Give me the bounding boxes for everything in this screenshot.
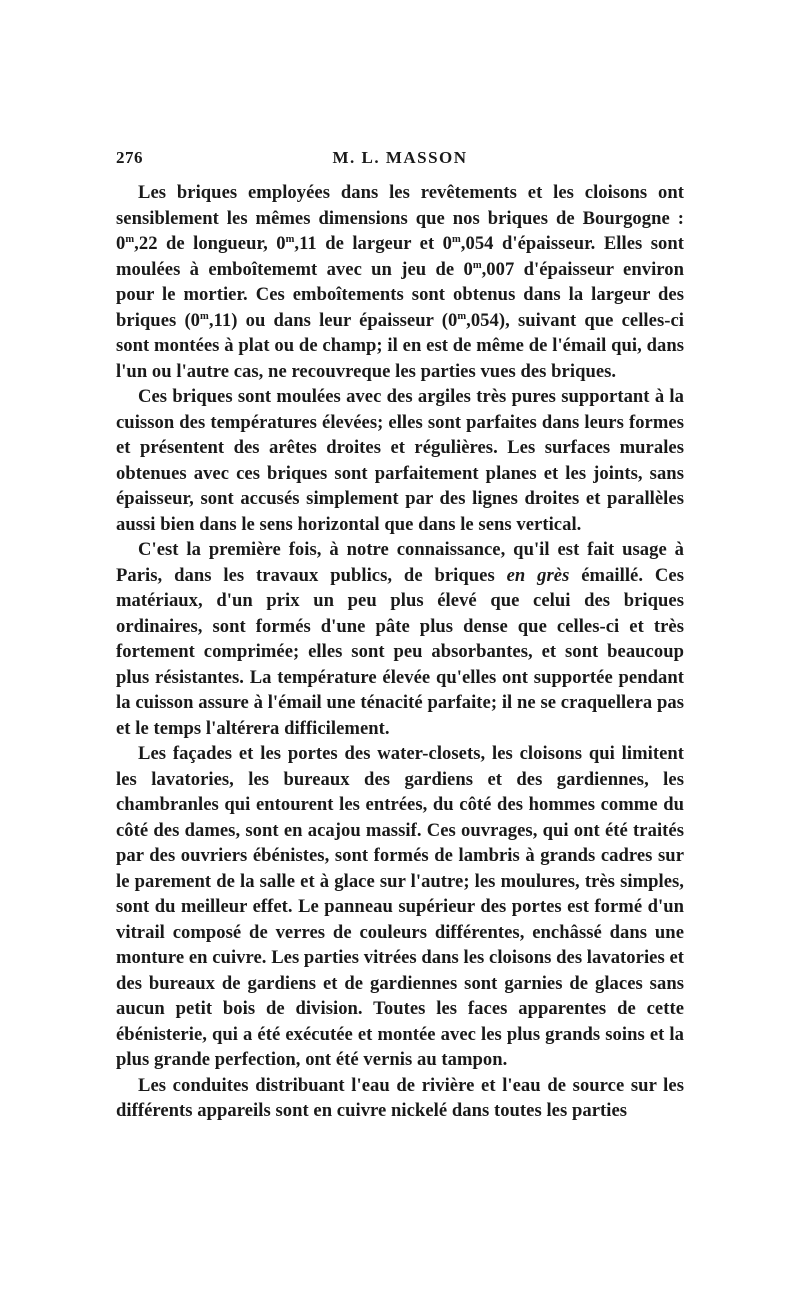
paragraph-bricks-dimensions bbox=[116, 180, 684, 384]
superscript-unit: m bbox=[125, 234, 135, 245]
text-run: ,11) ou dans leur épaisseur (0 bbox=[208, 309, 458, 331]
paragraph-woodwork bbox=[116, 741, 684, 1073]
text-run: ,22 de longueur, 0 bbox=[134, 233, 286, 254]
text-run: Les façades et les portes des water-closets, les cloisons qui limitent les lavatories, les bureaux des gardiens et des gardiennes, les chambranles qui entourent les entrées, du côté des hommes comme du côté des dames, sont en acajou massif. Ces ouvrages, qui ont été traités par des ouvriers ébénistes, sont formés de lambris à grands cadres sur le parement de la salle et à glace sur l'autre; les moulures, très simples, sont du meilleur effet. Le panneau supérieur des portes est formé d'un vitrail composé de verres de couleurs différentes, enchâssé dans une monture en cuivre. Les parties vitrées dans les cloisons des lavatories et des bureaux de gardiens et de gardiennes sont garnies de glaces sans aucun petit bois de division. Toutes les faces apparentes de cette ébénisterie, qui a été exécutée et montée avec les plus grands soins et la plus grande perfection, ont été vernis au tampon. bbox=[116, 743, 684, 1070]
superscript-unit: m bbox=[451, 234, 461, 245]
text-run: ,054), suivant que celles-ci sont montées à plat ou de champ; il en est de même de l'émail qui, dans l'un ou l'autre cas, ne recouvreque les parties vues des briques. bbox=[116, 309, 684, 382]
running-head-author: M. L. MASSON bbox=[332, 148, 468, 167]
text-run: Ces briques sont moulées avec des argiles très pures supportant à la cuisson des températures élevées; elles sont parfaites dans leurs formes et présentent des arêtes droites et régulières. Les surfaces murales obtenues avec ces briques sont parfaitement planes et les joints, sans épaisseur, sont accusés simplement par des lignes droites et parallèles aussi bien dans le sens horizontal que dans le sens vertical. bbox=[116, 386, 684, 535]
text-run: Les briques employées dans les revêtements et les cloisons ont sensiblement les mêmes dimensions que nos briques de Bourgogne : 0 bbox=[116, 182, 684, 254]
superscript-unit: m bbox=[472, 259, 482, 271]
superscript-unit: m bbox=[200, 310, 209, 322]
page-number: 276 bbox=[116, 148, 143, 167]
body-text bbox=[116, 180, 684, 1124]
text-run: C'est la première fois, à notre connaissance, qu'il est fait usage à Paris, dans les travaux publics, de briques bbox=[116, 539, 684, 586]
text-run: ,007 d'épaisseur environ pour le mortier. Ces emboîtements sont obtenus dans la largeur des briques (0 bbox=[116, 258, 684, 331]
text-run: ,11 de largeur et 0 bbox=[294, 233, 452, 254]
superscript-unit: m bbox=[285, 234, 295, 245]
italic-text: en grès bbox=[506, 564, 570, 586]
text-run: ,054 d'épaisseur. Elles sont moulées à emboîtememt avec un jeu de 0 bbox=[116, 233, 684, 280]
paragraph-bricks-quality bbox=[116, 384, 684, 537]
running-head bbox=[116, 148, 684, 172]
paragraph-glazed-stoneware bbox=[116, 537, 684, 741]
text-run: Les conduites distribuant l'eau de rivière et l'eau de source sur les différents appareils sont en cuivre nickelé dans toutes les parties bbox=[116, 1074, 684, 1121]
superscript-unit: m bbox=[457, 310, 467, 322]
paragraph-water-pipes bbox=[116, 1073, 684, 1124]
text-run: émaillé. Ces matériaux, d'un prix un peu plus élevé que celui des briques ordinaires, sont formés d'une pâte plus dense que celles-ci et très fortement comprimée; elles sont peu absorbantes, et sont beaucoup plus résistantes. La température élevée qu'elles ont supportée pendant la cuisson assure à l'émail une ténacité parfaite; il ne se craquellera pas et le temps l'altérera difficilement. bbox=[116, 564, 684, 739]
